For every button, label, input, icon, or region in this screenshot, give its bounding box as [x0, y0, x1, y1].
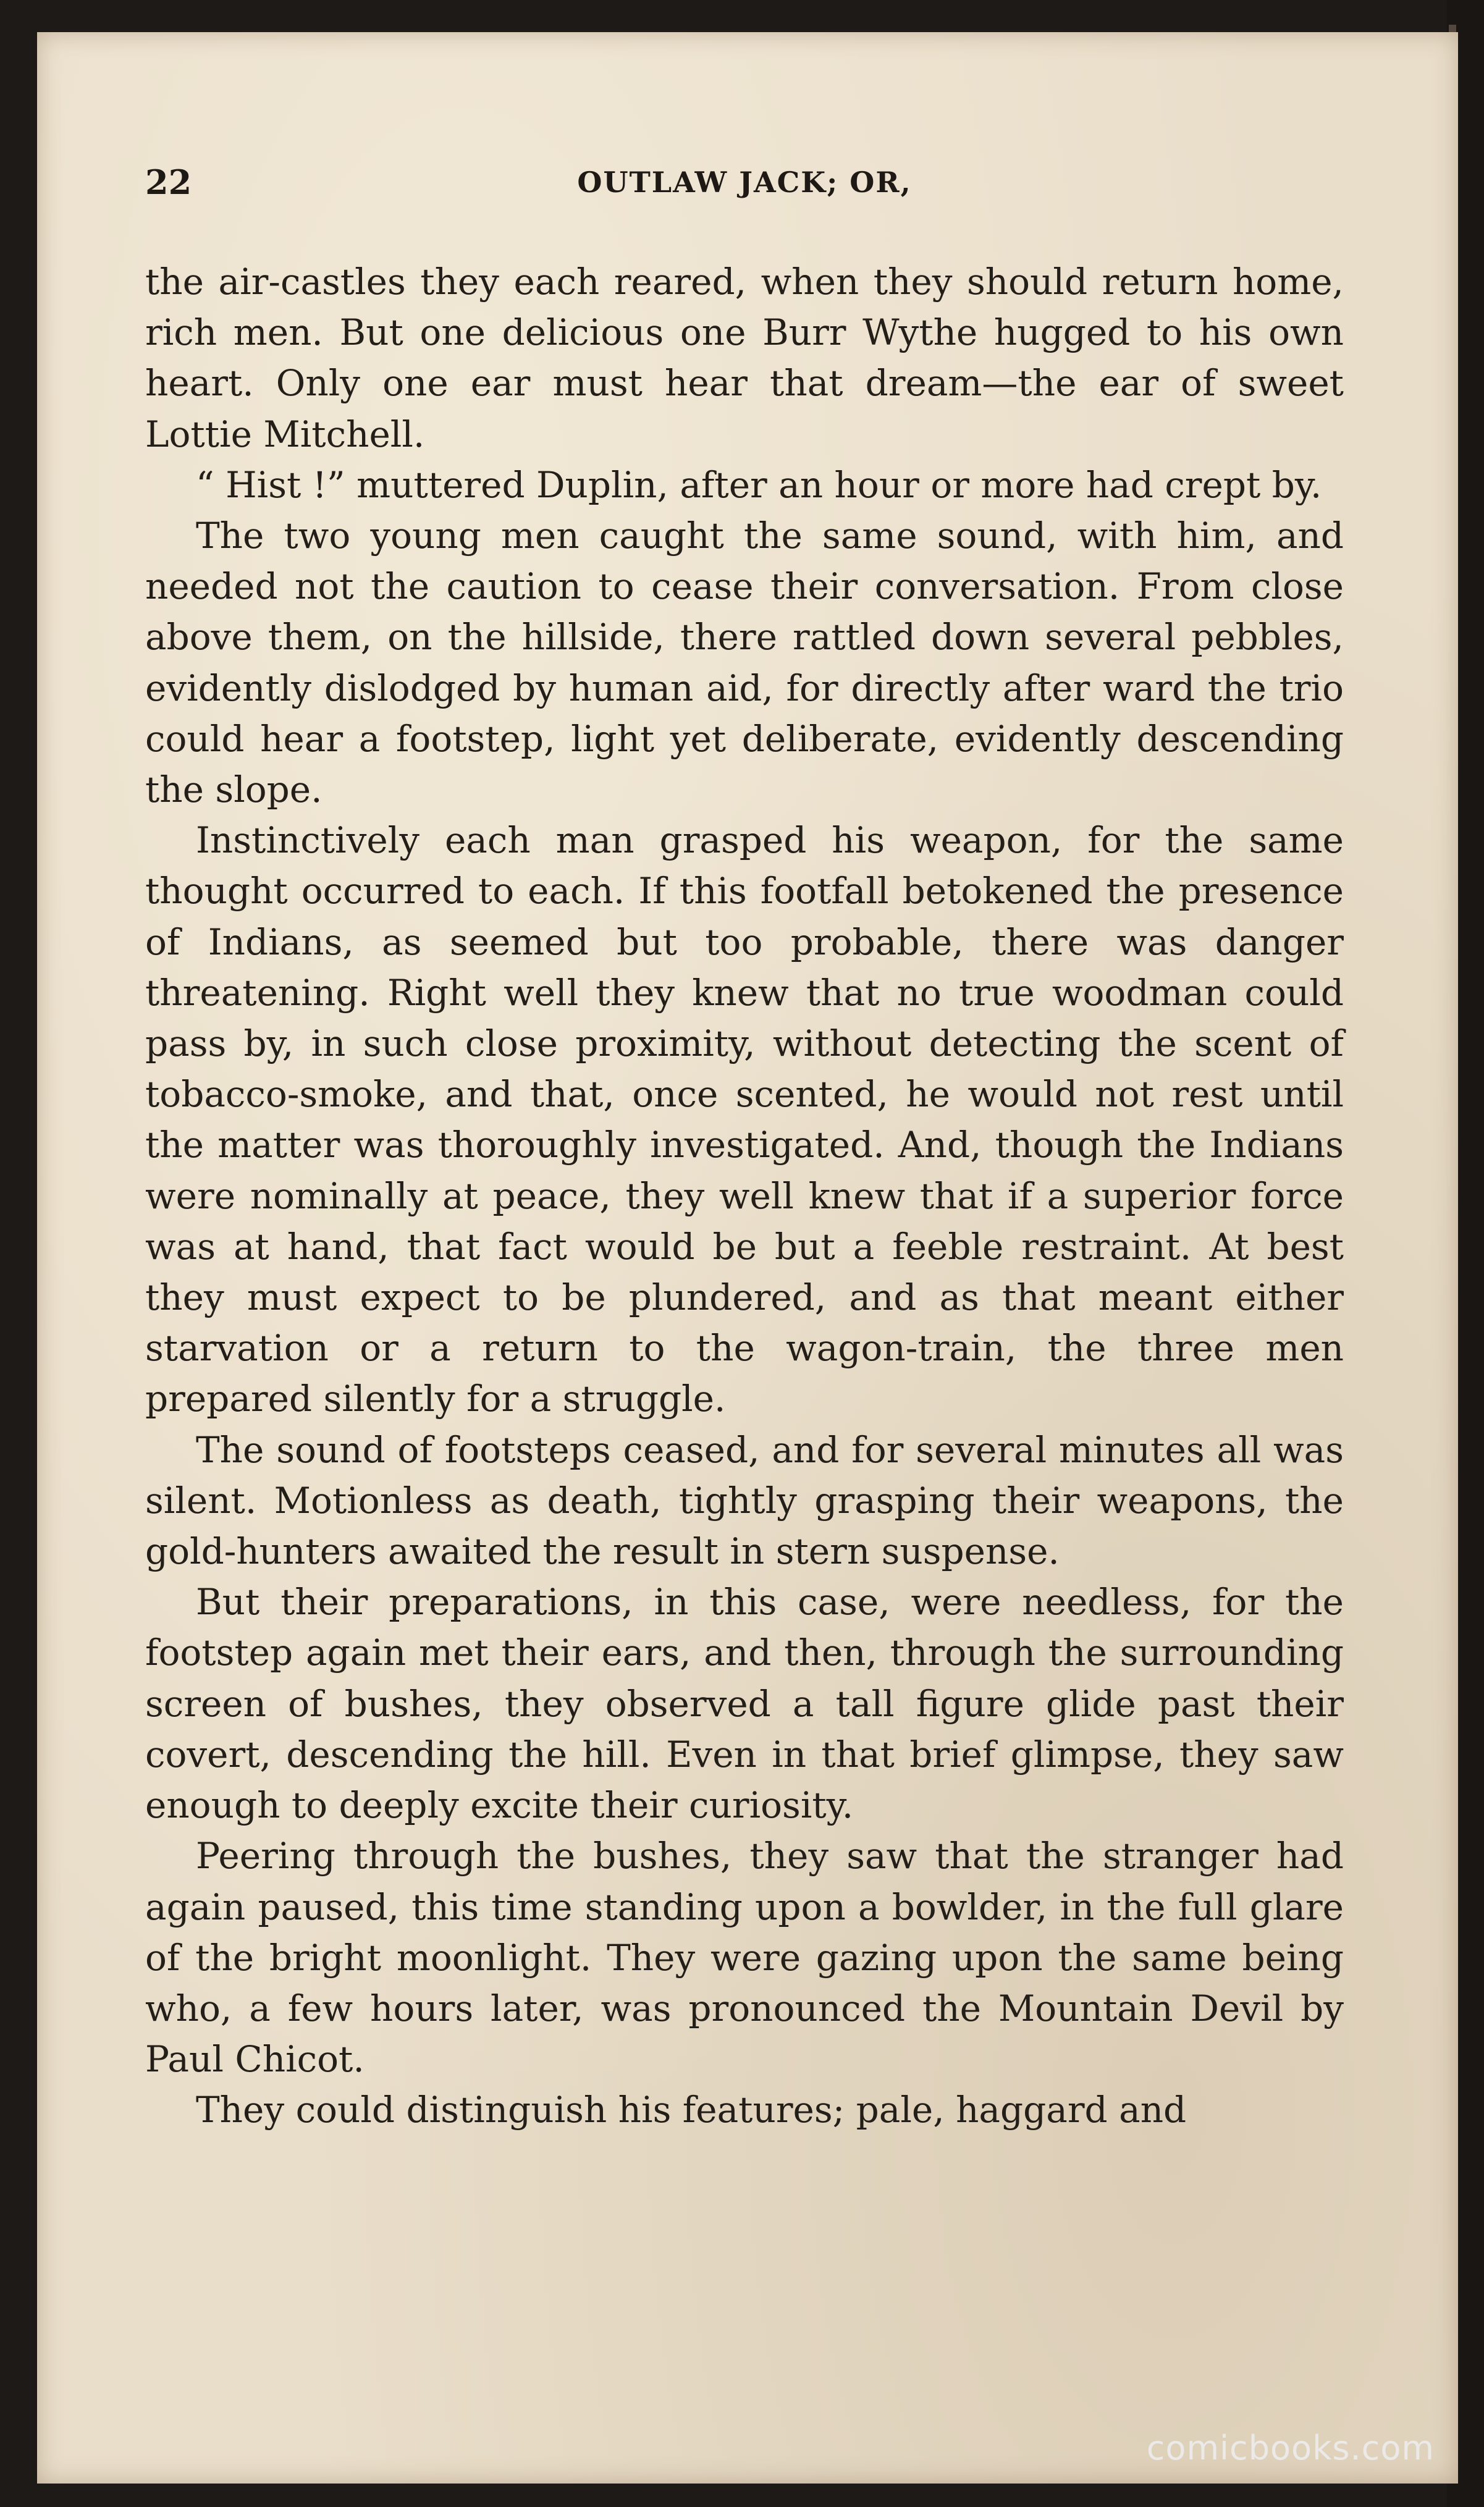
page-header: [145, 158, 1344, 219]
paragraph: “ Hist !” muttered Duplin, after an hour or more had crept by.: [196, 463, 1322, 506]
paragraph: the air-castles they each reared, when they should return home, rich men. But one delicious one Burr Wythe hugged to his own heart. Only one ear must hear that dream—the ear of sweet Lottie Mitchell.: [145, 261, 1344, 455]
running-title: OUTLAW JACK; OR,: [577, 166, 912, 199]
body-text: [145, 256, 1344, 2136]
watermark: comicbooks.com: [1146, 2429, 1435, 2467]
paragraph: Instinctively each man grasped his weapon, for the same thought occurred to each. If this footfall betokened the presence of Indians, as seemed but too probable, there was danger threatening. Right well they knew that no true woodman could pass by, in such close proximity, without detecting the scent of tobacco-smoke, and that, once scented, he would not rest until the matter was thoroughly investigated. And, though the Indians were nominally at peace, they well knew that if a superior force was at hand, that fact would be but a feeble restraint. At best they must expect to be plundered, and as that meant either starvation or a return to the wagon-train, the three men prepared silently for a struggle.: [145, 819, 1344, 1420]
paragraph: But their preparations, in this case, were needless, for the footstep again met their ears, and then, through the surrounding screen of bushes, they observed a tall figure glide past their covert, descending the hill. Even in that brief glimpse, they saw enough to deeply excite their curiosity.: [145, 1581, 1344, 1827]
page-number: 22: [145, 162, 192, 202]
paragraph: Peering through the bushes, they saw that the stranger had again paused, this time standing upon a bowlder, in the full glare of the bright moonlight. They were gazing upon the same being who, a few hours later, was pronounced the Mountain Devil by Paul Chicot.: [145, 1835, 1344, 2081]
paragraph: They could distinguish his features; pale, haggard and: [196, 2089, 1187, 2131]
paragraph: The two young men caught the same sound, with him, and needed not the caution to cease their conversation. From close above them, on the hillside, there rattled down several pebbles, evidently dislodged by human aid, for directly after ward the trio could hear a footstep, light yet deliberate, evidently descending the slope.: [145, 515, 1344, 811]
paragraph: The sound of footsteps ceased, and for several minutes all was silent. Motionless as death, tightly grasping their weapons, the gold-hunters awaited the result in stern suspense.: [145, 1428, 1344, 1573]
